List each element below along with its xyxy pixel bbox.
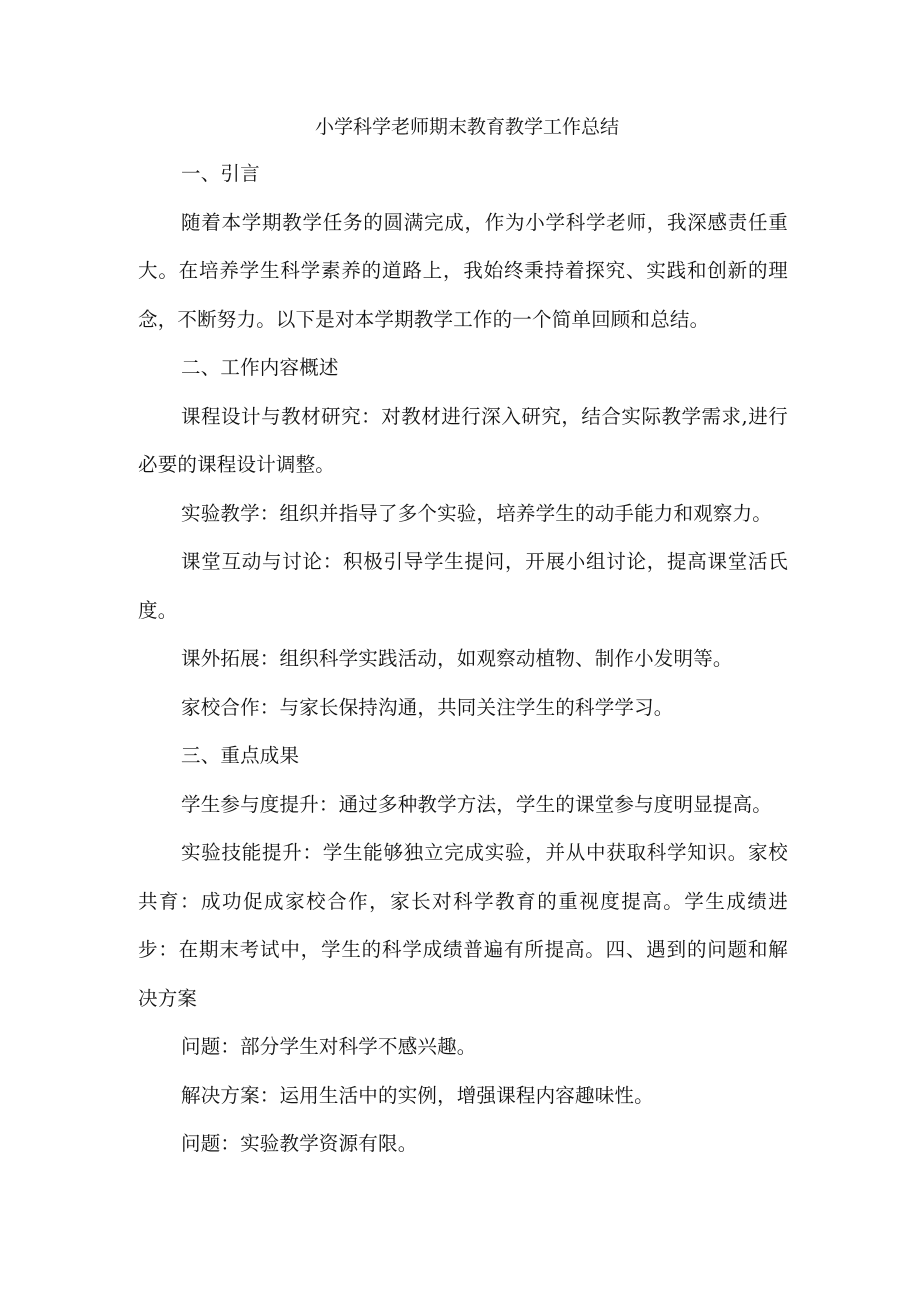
paragraph-problem-interest: 问题：部分学生对科学不感兴趣。 — [181, 1035, 477, 1058]
section-heading-intro: 一、引言 — [181, 162, 260, 185]
document-page — [138, 104, 788, 1169]
paragraph-extracurricular: 课外拓展：组织科学实践活动，如观察动植物、制作小发明等。 — [181, 647, 733, 670]
paragraph-intro: 随着本学期教学任务的圆满完成，作为小学科学老师，我深感责任重大。在培养学生科学素养的道路上，我始终秉持着探究、实践和创新的理念，不断努力。以下是对本学期教学工作的一个简单回顾和总结。 — [138, 210, 788, 331]
document-title: 小学科学老师期末教育教学工作总结 — [314, 116, 619, 138]
paragraph-problem-resources: 问题：实验教学资源有限。 — [181, 1132, 418, 1155]
section-heading-work-overview: 二、工作内容概述 — [181, 356, 339, 379]
paragraph-home-school: 家校合作：与家长保持沟通，共同关注学生的科学学习。 — [181, 695, 674, 719]
paragraph-experiment-teaching: 实验教学：组织并指导了多个实验，培养学生的动手能力和观察力。 — [181, 501, 773, 525]
section-heading-key-results: 三、重点成果 — [181, 744, 300, 767]
paragraph-participation: 学生参与度提升：通过多种教学方法，学生的课堂参与度明显提高。 — [181, 792, 773, 816]
paragraph-course-design: 课程设计与教材研究：对教材进行深入研究，结合实际教学需求,进行必要的课程设计调整。 — [138, 404, 788, 476]
paragraph-skills-and-problems: 实验技能提升：学生能够独立完成实验，并从中获取科学知识。家校共育：成功促成家校合作，家长对科学教育的重视度提高。学生成绩进步：在期末考试中，学生的科学成绩普遍有所提高。四、遇到的问题和解决方案 — [138, 841, 788, 1010]
paragraph-classroom-interaction: 课堂互动与讨论：积极引导学生提问，开展小组讨论，提高课堂活氏度。 — [138, 550, 788, 622]
paragraph-solution-interest: 解决方案：运用生活中的实例，增强课程内容趣味性。 — [181, 1083, 654, 1107]
